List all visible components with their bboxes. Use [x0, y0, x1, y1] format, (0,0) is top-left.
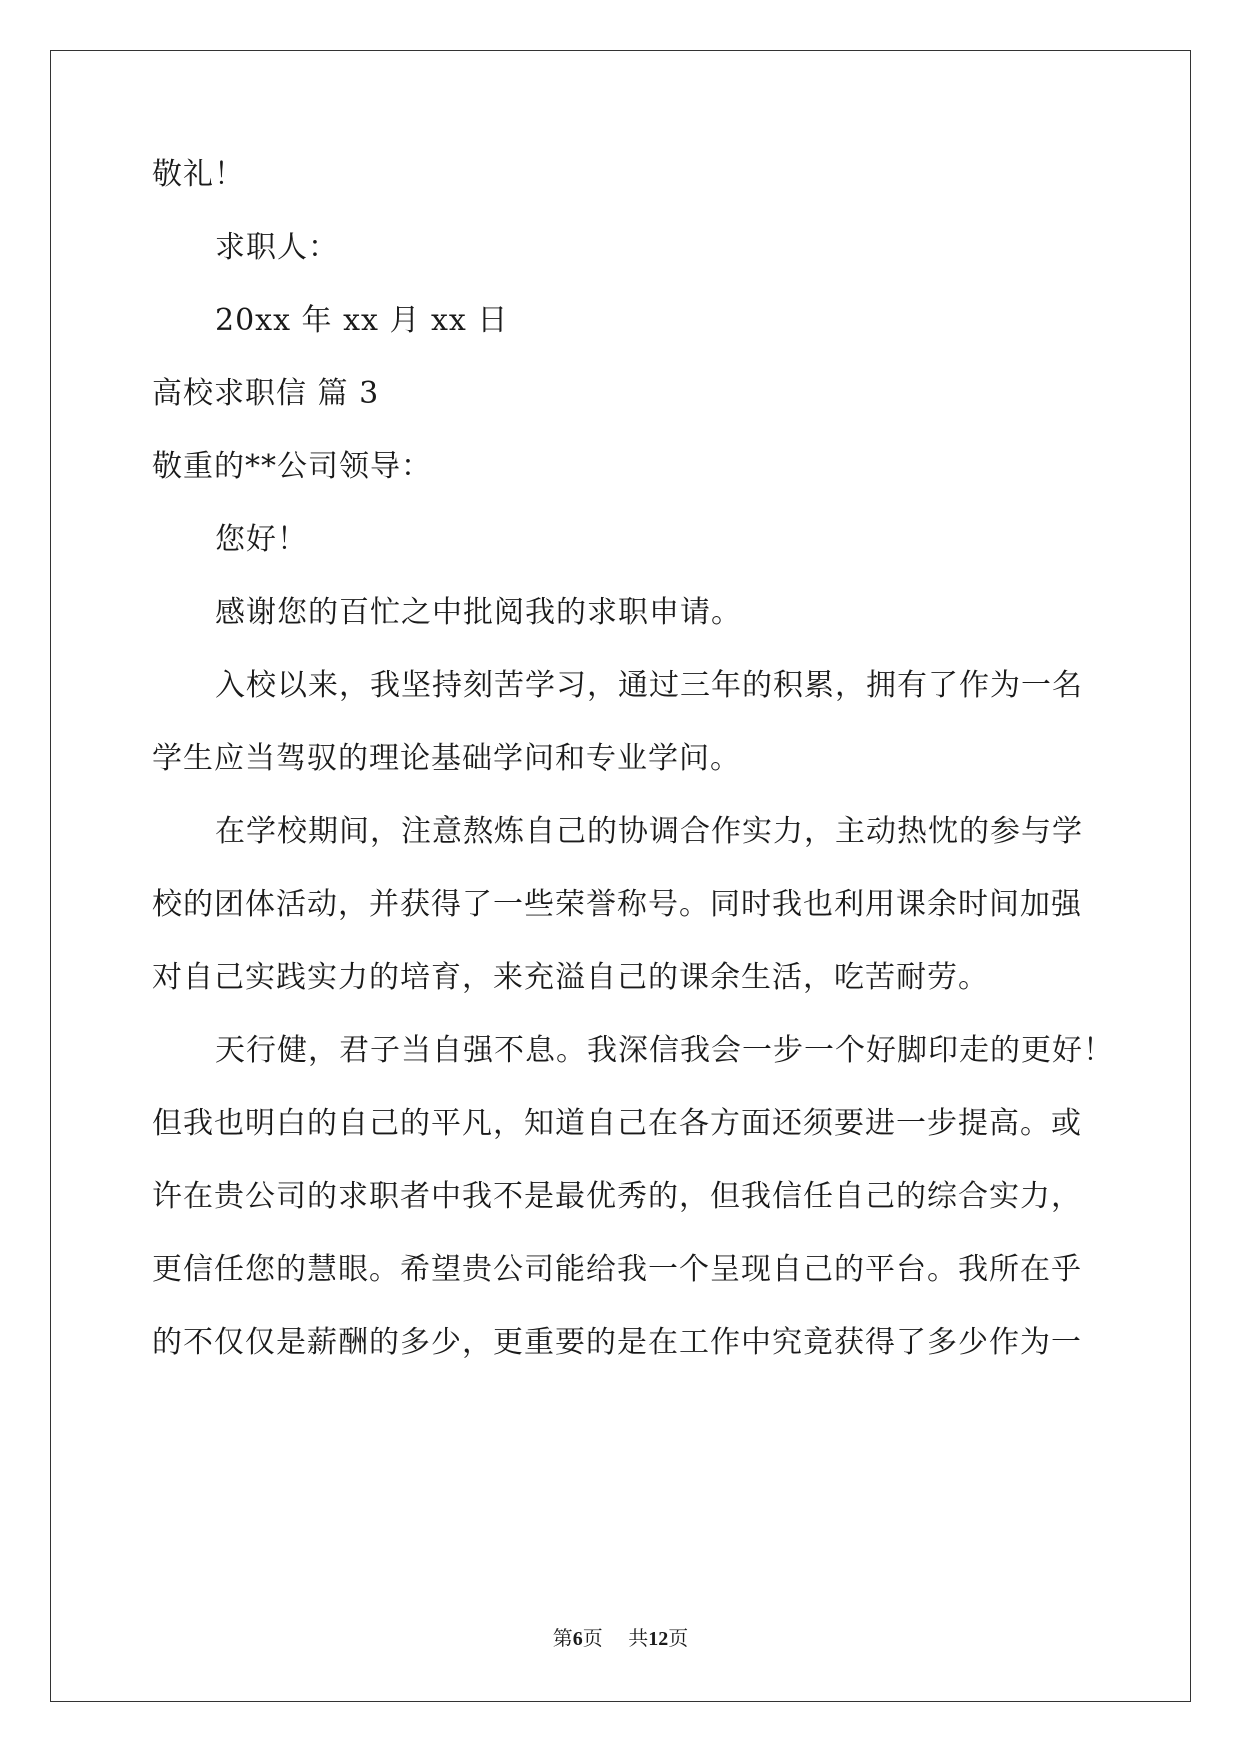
paragraph-line: 学生应当驾驭的理论基础学问和专业学问。	[152, 741, 741, 776]
letter-salutation: 敬重的**公司领导：	[152, 449, 432, 484]
footer-mid: 页 共	[582, 1626, 649, 1650]
paragraph-line: 感谢您的百忙之中批阅我的求职申请。	[215, 595, 742, 630]
paragraph-line: 在学校期间，注意熬炼自己的协调合作实力，主动热忱的参与学	[215, 814, 1083, 849]
date-line: 20xx 年 xx 月 xx 日	[215, 303, 509, 338]
footer-prefix: 第	[552, 1626, 573, 1650]
current-page-number: 6	[572, 1628, 583, 1650]
footer-suffix: 页	[668, 1626, 689, 1650]
page-frame	[50, 50, 1191, 1702]
paragraph-line: 但我也明白的自己的平凡，知道自己在各方面还须要进一步提高。或	[152, 1106, 1082, 1141]
section-title: 高校求职信 篇 3	[152, 376, 380, 411]
paragraph-line: 的不仅仅是薪酬的多少，更重要的是在工作中究竟获得了多少作为一	[152, 1325, 1082, 1360]
total-pages-number: 12	[648, 1628, 669, 1650]
applicant-label: 求职人：	[215, 230, 339, 265]
page-footer	[0, 1625, 1241, 1652]
paragraph-line: 许在贵公司的求职者中我不是最优秀的，但我信任自己的综合实力，	[152, 1179, 1082, 1214]
paragraph-line: 天行健，君子当自强不息。我深信我会一步一个好脚印走的更好！	[215, 1033, 1114, 1068]
paragraph-line: 校的团体活动，并获得了一些荣誉称号。同时我也利用课余时间加强	[152, 887, 1082, 922]
closing-salutation: 敬礼！	[152, 157, 245, 192]
paragraph-line: 入校以来，我坚持刻苦学习，通过三年的积累，拥有了作为一名	[215, 668, 1083, 703]
greeting: 您好！	[215, 522, 308, 557]
paragraph-line: 更信任您的慧眼。希望贵公司能给我一个呈现自己的平台。我所在乎	[152, 1252, 1082, 1287]
paragraph-line: 对自己实践实力的培育，来充溢自己的课余生活，吃苦耐劳。	[152, 960, 989, 995]
